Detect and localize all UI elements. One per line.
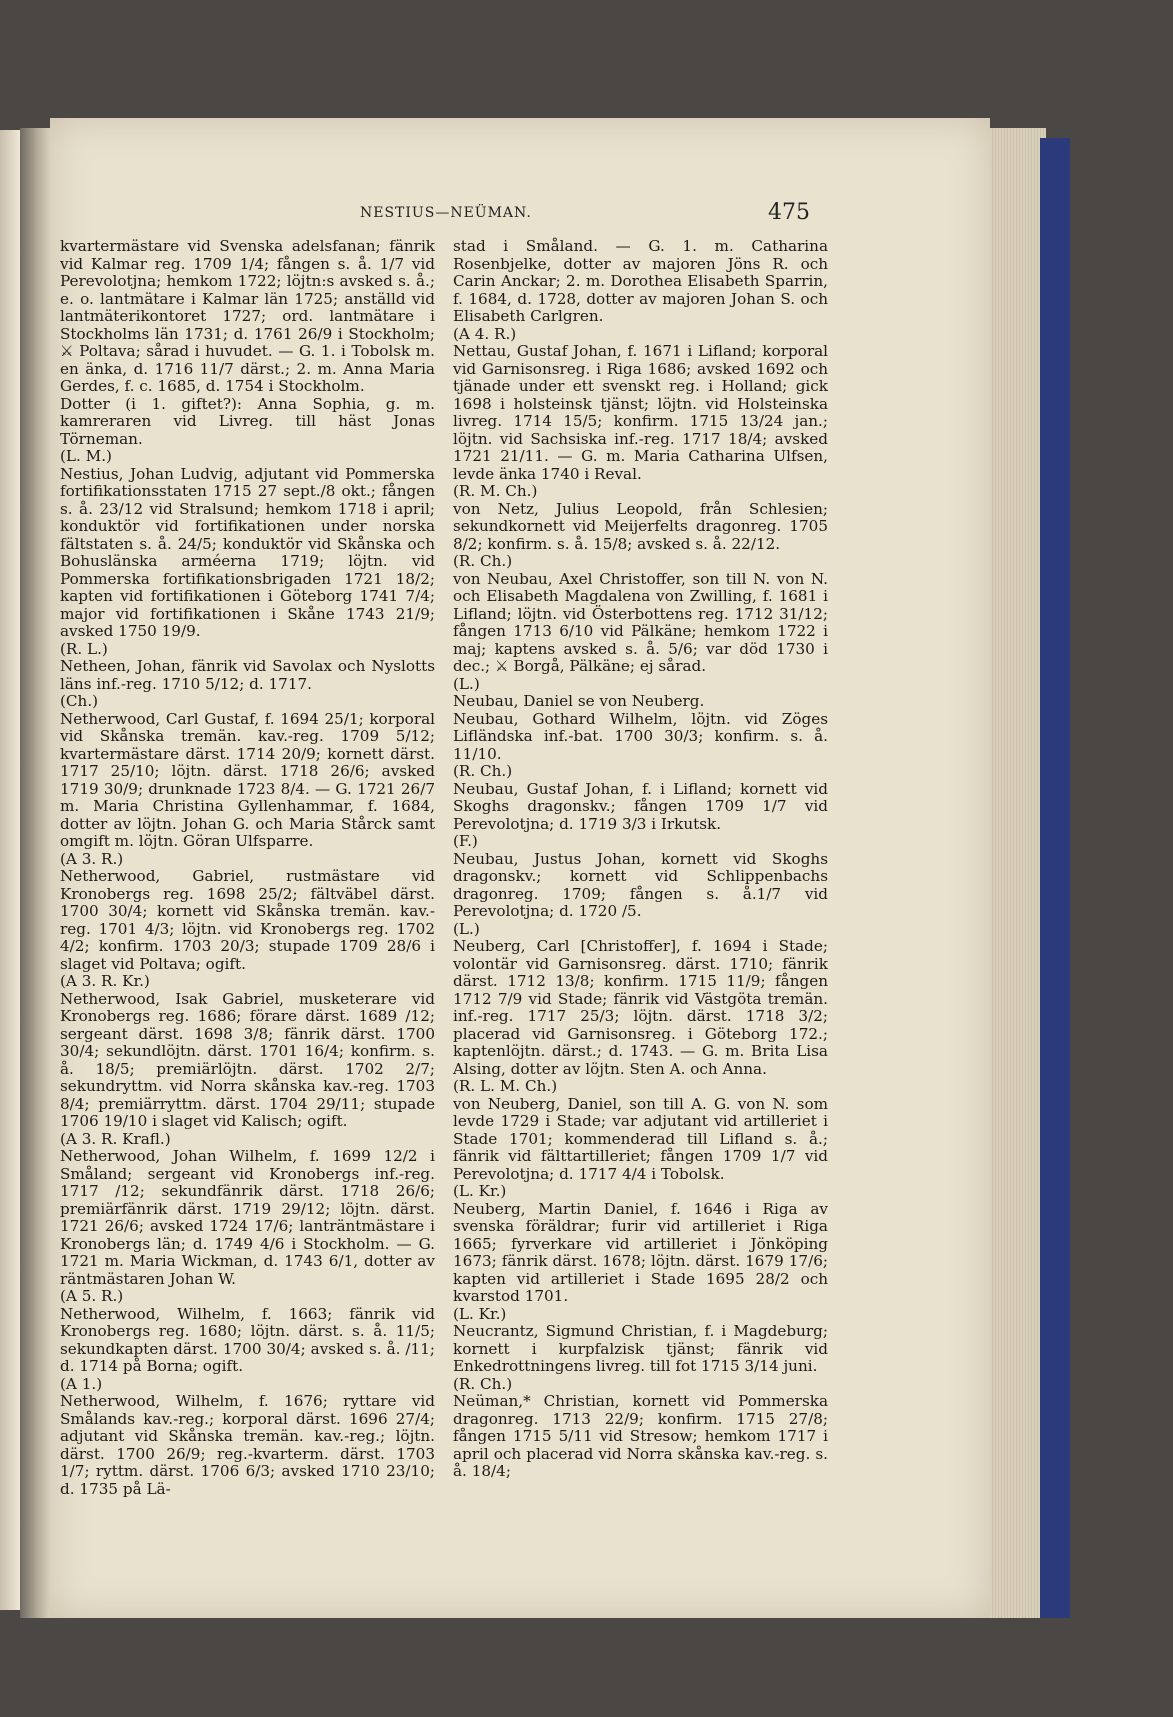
entry-text: Netheen, Johan, fänrik vid Savolax och Nyslotts läns inf.-reg. 1710 5/12; d. 1717. [60,657,435,693]
entry-source: (R. L. M. Ch.) [453,1077,558,1095]
entry-text: Netherwood, Wilhelm, f. 1676; ryttare vid Smålands kav.-reg.; korporal därst. 1696 27/4; adjutant vid Skånska tremän. kav.-reg.; löjtn. därst. 1700 26/9; reg.-kvarterm. därst. 1703 1/7; ryttm. därst. 1706 6/3; avsked 1710 23/10; d. 1735 på Lä- [60,1392,435,1498]
entry-source: (Ch.) [60,692,99,710]
entry-text: Neuberg, Carl [Christoffer], f. 1694 i Stade; volontär vid Garnisonsreg. därst. 1710; fänrik därst. 1712 13/8; konfirm. 1715 11/9; fången 1712 7/9 vid Stade; fänrik vid Västgöta tremän. inf.-reg. 1717 25/3; löjtn. därst. 1718 3/2; placerad vid Garnisonsreg. i Göteborg 172.; kaptenlöjtn. därst.; d. 1743. — G. m. Brita Lisa Alsing, dotter av löjtn. Sten A. och Anna. [453,937,828,1078]
entry-text: Nettau, Gustaf Johan, f. 1671 i Lifland; korporal vid Garnisonsreg. i Riga 1686; avsked 1692 och tjänade under ett svenskt reg. i Holland; gick 1698 i holsteinsk tjänst; löjtn. vid Holsteinska livreg. 1714 15/5; konfirm. 1715 13/24 jan.; löjtn. vid Sachsiska inf.-reg. 1717 18/4; avsked 1721 21/11. — G. m. Maria Catharina Ulfsen, levde änka 1740 i Reval. [453,342,828,483]
entry-text: Netherwood, Gabriel, rustmästare vid Kronobergs reg. 1698 25/2; fältväbel därst. 1700 30/4; kornett vid Skånska tremän. kav.-reg. 1701 4/3; löjtn. vid Kronobergs reg. 1702 4/2; konfirm. 1703 20/3; stupade 1709 28/6 i slaget vid Poltava; ogift. [60,867,435,973]
right-column [453,238,828,1481]
entry-text: Neubau, Justus Johan, kornett vid Skoghs dragonskv.; kornett vid Schlippenbachs dragonreg. 1709; fången s. å.1/7 vid Perevolotjna; d. 1720 /5. [453,849,828,920]
entry-source: (R. M. Ch.) [453,482,538,500]
page-number: 475 [768,200,810,225]
running-header: NESTIUS—NEÜMAN. [360,205,532,221]
entry-text: Nestius, Johan Ludvig, adjutant vid Pommerska fortifikationsstaten 1715 27 sept./8 okt.; fången s. å. 23/12 vid Stralsund; hemkom 1718 i april; konduktör vid fortifikationen under norska fältstaten s. å. 24/5; konduktör vid Skånska och Bohuslänska arméerna 1719; löjtn. vid Pommerska fortifikationsbrigaden 1721 18/2; kapten vid fortifikationen i Göteborg 1741 7/4; major vid fortifikationen i Skåne 1743 21/9; avsked 1750 19/9. [60,464,435,640]
entry-text: kvartermästare vid Svenska adelsfanan; fänrik vid Kalmar reg. 1709 1/4; fången s. å. 1/7 vid Perevolotjna; hemkom 1722; löjtn:s avsked s. å.; e. o. lantmätare i Kalmar län 1725; anställd vid lantmäterikontoret 1727; ord. lantmätare i Stockholms län 1731; d. 1761 26/9 i Stockholm; ⚔ Poltava; sårad i huvudet. — G. 1. i Tobolsk m. en änka, d. 1716 11/7 därst.; 2. m. Anna Maria Gerdes, f. c. 1685, d. 1754 i Stockholm. [60,237,435,395]
entry-text: Neüman,* Christian, kornett vid Pommerska dragonreg. 1713 22/9; konfirm. 1715 27/8; fången 1715 5/11 vid Stresow; hemkom 1717 i april och placerad vid Norra skånska kav.-reg. s. å. 18/4; [453,1392,828,1480]
entry-text: Neucrantz, Sigmund Christian, f. i Magdeburg; kornett i kurpfalzisk tjänst; fänrik vid Enkedrottningens livreg. till fot 1715 3/14 juni. [453,1322,828,1375]
entry-source: (R. L.) [60,639,108,658]
book-cover [1040,138,1070,1618]
entry-text: Netherwood, Carl Gustaf, f. 1694 25/1; korporal vid Skånska tremän. kav.-reg. 1709 5/12; kvartermästare därst. 1714 20/9; kornett därst. 1717 25/10; löjtn. därst. 1718 26/6; avsked 1719 30/9; drunknade 1723 8/4. — G. 1721 26/7 m. Maria Christina Gyllenhammar, f. 1684, dotter av löjtn. Johan G. och Maria Stårck samt omgift m. löjtn. Göran Ulfsparre. [60,709,435,850]
entry-text: Netherwood, Wilhelm, f. 1663; fänrik vid Kronobergs reg. 1680; löjtn. därst. s. å. 11/5; sekundkapten därst. 1700 30/4; avsked s. å. /11; d. 1714 på Borna; ogift. [60,1304,435,1375]
entry-source: (R. Ch.) [453,552,513,570]
left-column [60,238,435,1498]
entry-text: von Neuberg, Daniel, son till A. G. von N. som levde 1729 i Stade; var adjutant vid artilleriet i Stade 1701; kommenderad till Lifland s. å.; fänrik vid fälttartilleriet; fången 1709 1/7 vid Perevolotjna; d. 1717 4/4 i Tobolsk. [453,1094,828,1183]
entry-source: (A 3. R. Krafl.) [60,1129,171,1148]
entry-source: (L. Kr.) [453,1304,507,1323]
entry-source: (L.) [453,674,480,693]
entry-source: (L.) [453,919,480,938]
entry-text: Neubau, Daniel se von Neuberg. [453,692,705,710]
entry-text: Dotter (i 1. giftet?): Anna Sophia, g. m. kamreraren vid Livreg. till häst Jonas Törneman. [60,394,435,448]
entry-text: stad i Småland. — G. 1. m. Catharina Rosenbjelke, dotter av majoren Jöns R. och Carin Anckar; 2. m. Dorothea Elisabeth Sparrin, f. 1684, d. 1728, dotter av majoren Johan S. och Elisabeth Carlgren. [453,237,828,325]
entry-text: Neuberg, Martin Daniel, f. 1646 i Riga av svenska föräldrar; furir vid artilleriet i Riga 1665; fyrverkare vid artilleriet i Jönköping 1673; fänrik därst. 1678; löjtn. därst. 1679 17/6; kapten vid artilleriet i Stade 1695 28/2 och kvarstod 1701. [453,1199,828,1305]
entry-text: von Netz, Julius Leopold, från Schlesien; sekundkornett vid Meijerfelts dragonreg. 1705 8/2; konfirm. s. å. 15/8; avsked s. å. 22/12. [453,499,828,553]
book-gutter [20,128,50,1618]
entry-source: (L. M.) [60,447,112,465]
entry-source: (A 5. R.) [60,1287,124,1305]
entry-text: von Neubau, Axel Christoffer, son till N. von N. och Elisabeth Magdalena von Zwilling, f. 1681 i Lifland; löjtn. vid Österbottens reg. 1712 31/12; fången 1713 6/10 vid Pälkäne; hemkom 1722 i maj; kaptens avsked s. å. 5/6; var död 1730 i dec.; ⚔ Borgå, Pälkäne; ej sårad. [453,569,828,675]
entry-source: (A 1.) [60,1374,103,1393]
entry-source: (R. Ch.) [453,1374,513,1393]
entry-source: (A 3. R.) [60,849,124,868]
entry-source: (F.) [453,832,478,850]
entry-source: (A 3. R. Kr.) [60,972,150,990]
entry-source: (A 4. R.) [453,324,517,343]
entry-source: (L. Kr.) [453,1182,507,1200]
entry-text: Neubau, Gustaf Johan, f. i Lifland; kornett vid Skoghs dragonskv.; fången 1709 1/7 vid Perevolotjna; d. 1719 3/3 i Irkutsk. [453,779,828,833]
entry-text: Netherwood, Isak Gabriel, musketerare vid Kronobergs reg. 1686; förare därst. 1689 /12; sergeant därst. 1698 3/8; fänrik därst. 1700 30/4; sekundlöjtn. därst. 1701 16/4; konfirm. s. å. 18/5; premiärlöjtn. därst. 1702 2/7; sekundryttm. vid Norra skånska kav.-reg. 1703 8/4; premiärryttm. därst. 1704 29/11; stupade 1706 19/10 i slaget vid Kalisch; ogift. [60,989,435,1130]
facing-page-edge [0,130,20,1610]
entry-text: Netherwood, Johan Wilhelm, f. 1699 12/2 i Småland; sergeant vid Kronobergs inf.-reg. 1717 /12; sekundfänrik därst. 1718 26/6; premiärfänrik därst. 1719 29/12; löjtn. därst. 1721 26/6; avsked 1724 17/6; lanträntmästare i Kronobergs län; d. 1749 4/6 i Stockholm. — G. 1721 m. Maria Wickman, d. 1743 6/1, dotter av räntmästaren Johan W. [60,1147,435,1288]
entry-text: Neubau, Gothard Wilhelm, löjtn. vid Zöges Lifländska inf.-bat. 1700 30/3; konfirm. s. å. 11/10. [453,709,828,763]
entry-source: (R. Ch.) [453,762,513,780]
